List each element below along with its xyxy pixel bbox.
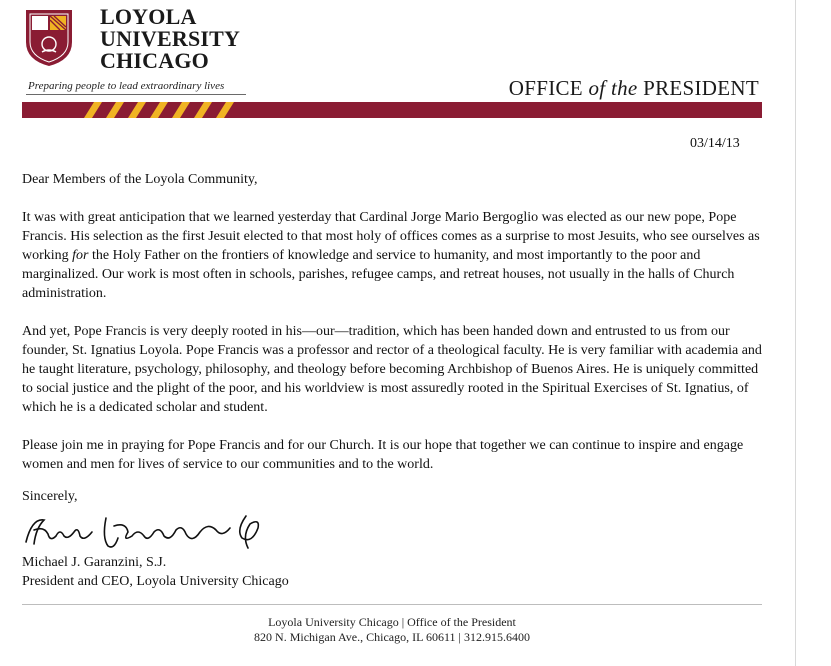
footer-divider <box>22 604 762 605</box>
closing: Sincerely, <box>22 489 78 504</box>
signer-block <box>22 553 289 591</box>
paragraph-1-end: the Holy Father on the frontiers of knowledge and service to humanity, and most importantly to the poor and marginalized. Our work is most often in schools, parishes, refugee camps, and retreat houses, not usually in the halls of Church administration. <box>22 248 735 301</box>
university-seal-logo <box>24 8 74 68</box>
maroon-gold-band <box>22 102 762 118</box>
university-wordmark <box>100 6 240 72</box>
office-title-of: of <box>588 76 606 100</box>
paragraph-3: Please join me in praying for Pope Francis and for our Church. It is our hope that together we can continue to inspire and engage women and men for lives of service to our communities and to the world. <box>22 438 744 472</box>
paragraph-2: And yet, Pope Francis is very deeply rooted in his—our—tradition, which has been handed down and entrusted to us from our founder, St. Ignatius Loyola. Pope Francis was a professor and rector of a theological faculty. He is very familiar with academia and he taught literature, psychology, philosophy, and theology before becoming Archbishop of Buenos Aires. He is uniquely committed to social justice and the plight of the poor, and his worldview is most assuredly rooted in the Spiritual Exercises of St. Ignatius, of which he is a dedicated scholar and student. <box>22 324 762 415</box>
tagline-underline <box>26 94 246 95</box>
page-edge-rule <box>795 0 796 666</box>
paragraph-1-start: It was with great anticipation that we learned yesterday that Cardinal Jorge Mario Bergoglio was elected as our new pope, Pope Francis. His selection as the first Jesuit elected to that most holy of offices comes as a surprise to most Jesuits, who see ourselves as working <box>22 210 760 263</box>
salutation: Dear Members of the Loyola Community, <box>22 172 258 187</box>
paragraph-1-emphasis: for <box>72 248 89 263</box>
footer-line-1: Loyola University Chicago | Office of the President <box>268 615 516 629</box>
footer <box>22 615 762 645</box>
footer-line-2: 820 N. Michigan Ave., Chicago, IL 60611 | 312.915.6400 <box>254 630 530 644</box>
letter-date: 03/14/13 <box>690 136 740 151</box>
tagline: Preparing people to lead extraordinary lives <box>28 80 225 92</box>
office-title-prefix: OFFICE <box>508 76 583 100</box>
signer-name: Michael J. Garanzini, S.J. <box>22 555 167 570</box>
office-title-the: the <box>611 76 638 100</box>
signer-title: President and CEO, Loyola University Chicago <box>22 574 289 589</box>
wordmark-line-1: LOYOLA <box>100 4 197 29</box>
wordmark-line-3: CHICAGO <box>100 48 209 73</box>
wordmark-line-2: UNIVERSITY <box>100 26 241 51</box>
paragraph-1 <box>22 208 766 303</box>
handwritten-signature <box>22 508 272 552</box>
office-title <box>509 76 759 101</box>
letter-body <box>22 170 766 493</box>
office-title-suffix: PRESIDENT <box>643 76 759 100</box>
